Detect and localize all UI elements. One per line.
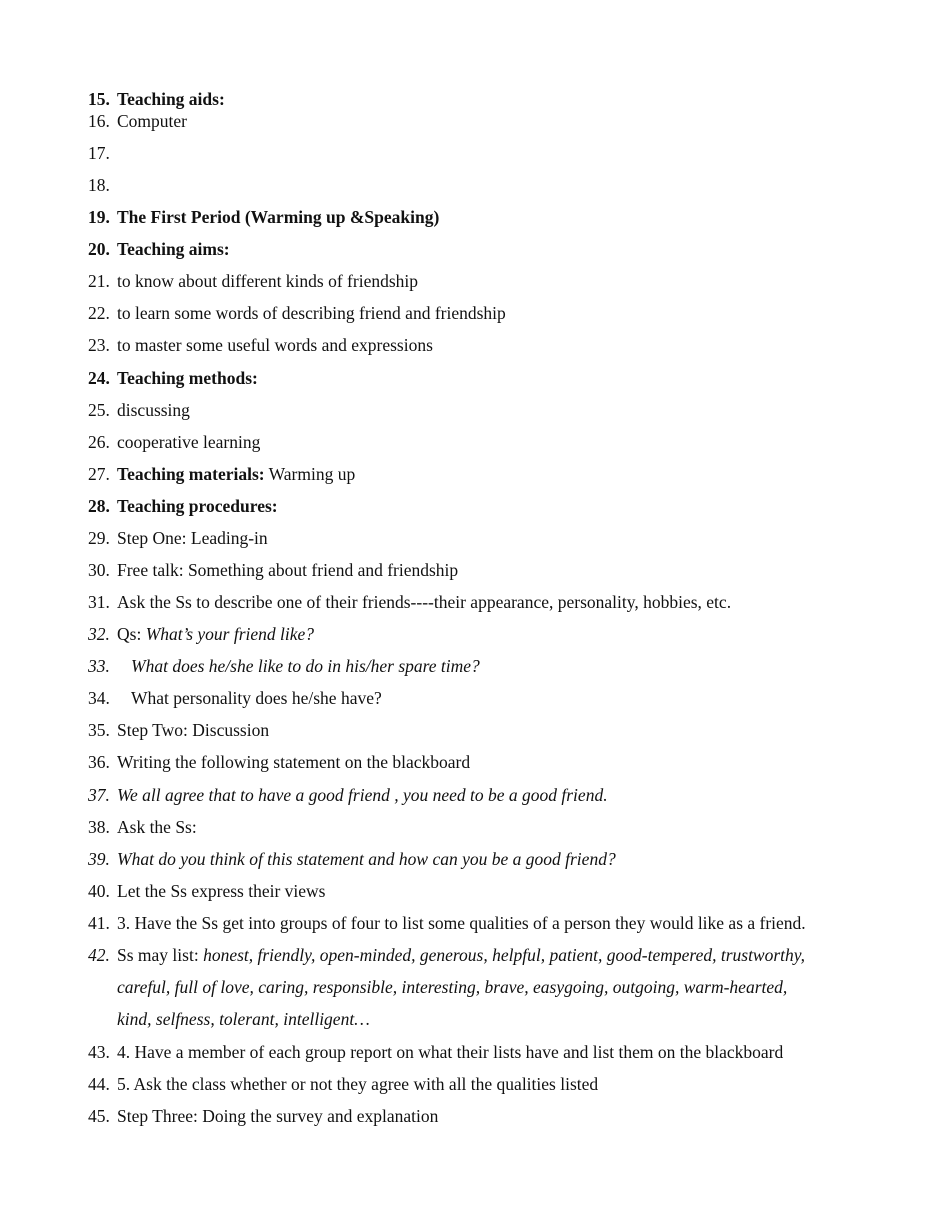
list-item [88, 496, 278, 516]
list-item [88, 720, 269, 740]
qualities-text: careful, full of love, caring, responsible, interesting, brave, easygoing, outgoing, warm-hearted, [117, 977, 788, 997]
line-number: 32. [88, 624, 110, 644]
list-item [88, 656, 480, 676]
list-item [88, 89, 225, 109]
line-number: 24. [88, 368, 110, 388]
list-item [88, 1106, 438, 1126]
list-text: Step One: Leading-in [117, 528, 268, 548]
line-number: 35. [88, 720, 110, 740]
list-text: Step Three: Doing the survey and explanation [117, 1106, 439, 1126]
list-item [88, 368, 258, 388]
qualities-text: honest, friendly, open-minded, generous, helpful, patient, good-tempered, trustworthy, [203, 945, 805, 965]
list-item [88, 752, 470, 772]
list-text: Ask the Ss to describe one of their friends----their appearance, personality, hobbies, etc. [117, 592, 732, 612]
line-number: 22. [88, 303, 110, 323]
list-text: Qs: [117, 624, 146, 644]
list-item [88, 111, 187, 131]
list-item [88, 143, 117, 163]
line-number: 23. [88, 335, 110, 355]
line-number: 41. [88, 913, 110, 933]
line-number: 25. [88, 400, 110, 420]
question-text: What does he/she like to do in his/her spare time? [131, 656, 480, 676]
line-number: 15. [88, 89, 110, 109]
line-number: 16. [88, 111, 110, 131]
line-number: 26. [88, 432, 110, 452]
line-number: 38. [88, 817, 110, 837]
list-item [88, 464, 355, 484]
list-item [88, 335, 433, 355]
list-item [88, 785, 608, 805]
list-text: 4. Have a member of each group report on what their lists have and list them on the blackboard [117, 1042, 784, 1062]
line-number: 20. [88, 239, 110, 259]
list-item [88, 592, 731, 612]
list-text: to master some useful words and expressions [117, 335, 433, 355]
list-text: Warming up [264, 464, 356, 484]
list-text: 5. Ask the class whether or not they agree with all the qualities listed [117, 1074, 599, 1094]
continuation-line [117, 977, 787, 997]
list-text: Ss may list: [117, 945, 204, 965]
list-item [88, 945, 805, 965]
list-item [88, 239, 230, 259]
line-number: 33. [88, 656, 110, 676]
list-text: Free talk: Something about friend and friendship [117, 560, 459, 580]
list-item [88, 207, 439, 227]
question-text: What personality does he/she have? [131, 688, 382, 708]
list-item [88, 688, 382, 708]
list-item [88, 303, 506, 323]
line-number: 31. [88, 592, 110, 612]
line-number: 39. [88, 849, 110, 869]
list-item [88, 881, 326, 901]
line-number: 29. [88, 528, 110, 548]
list-text: discussing [117, 400, 190, 420]
heading-teaching-aids: Teaching aids: [117, 89, 225, 109]
list-item [88, 175, 117, 195]
list-item [88, 271, 418, 291]
heading-teaching-methods: Teaching methods: [117, 368, 258, 388]
line-number: 19. [88, 207, 110, 227]
line-number: 43. [88, 1042, 110, 1062]
period-heading: The First Period (Warming up &Speaking) [117, 207, 440, 227]
list-text: Ask the Ss: [117, 817, 197, 837]
line-number: 44. [88, 1074, 110, 1094]
statement-text: We all agree that to have a good friend , you need to be a good friend. [117, 785, 608, 805]
line-number: 34. [88, 688, 110, 708]
qualities-text: kind, selfness, tolerant, intelligent… [117, 1009, 370, 1029]
list-text: Writing the following statement on the blackboard [117, 752, 471, 772]
list-item [88, 1042, 783, 1062]
question-text: What do you think of this statement and how can you be a good friend? [117, 849, 616, 869]
line-number: 45. [88, 1106, 110, 1126]
heading-teaching-aims: Teaching aims: [117, 239, 230, 259]
line-number: 36. [88, 752, 110, 772]
line-number: 37. [88, 785, 110, 805]
line-number: 28. [88, 496, 110, 516]
question-text: What’s your friend like? [145, 624, 315, 644]
list-item [88, 528, 268, 548]
line-number: 42. [88, 945, 110, 965]
list-item [88, 432, 260, 452]
line-number: 27. [88, 464, 110, 484]
list-text: to know about different kinds of friendship [117, 271, 419, 291]
line-number: 18. [88, 175, 110, 195]
list-text: 3. Have the Ss get into groups of four to list some qualities of a person they would like as a friend. [117, 913, 806, 933]
list-item [88, 400, 190, 420]
line-number: 21. [88, 271, 110, 291]
list-text: Let the Ss express their views [117, 881, 326, 901]
heading-teaching-procedures: Teaching procedures: [117, 496, 278, 516]
list-text: to learn some words of describing friend and friendship [117, 303, 506, 323]
list-text: Computer [117, 111, 187, 131]
line-number: 17. [88, 143, 110, 163]
list-item [88, 913, 806, 933]
heading-teaching-materials: Teaching materials: [117, 464, 265, 484]
line-number: 30. [88, 560, 110, 580]
list-item [88, 624, 314, 644]
line-number: 40. [88, 881, 110, 901]
list-item [88, 817, 197, 837]
continuation-line [117, 1009, 370, 1029]
list-text: cooperative learning [117, 432, 261, 452]
list-item [88, 849, 616, 869]
list-item [88, 560, 458, 580]
list-item [88, 1074, 598, 1094]
list-text: Step Two: Discussion [117, 720, 270, 740]
